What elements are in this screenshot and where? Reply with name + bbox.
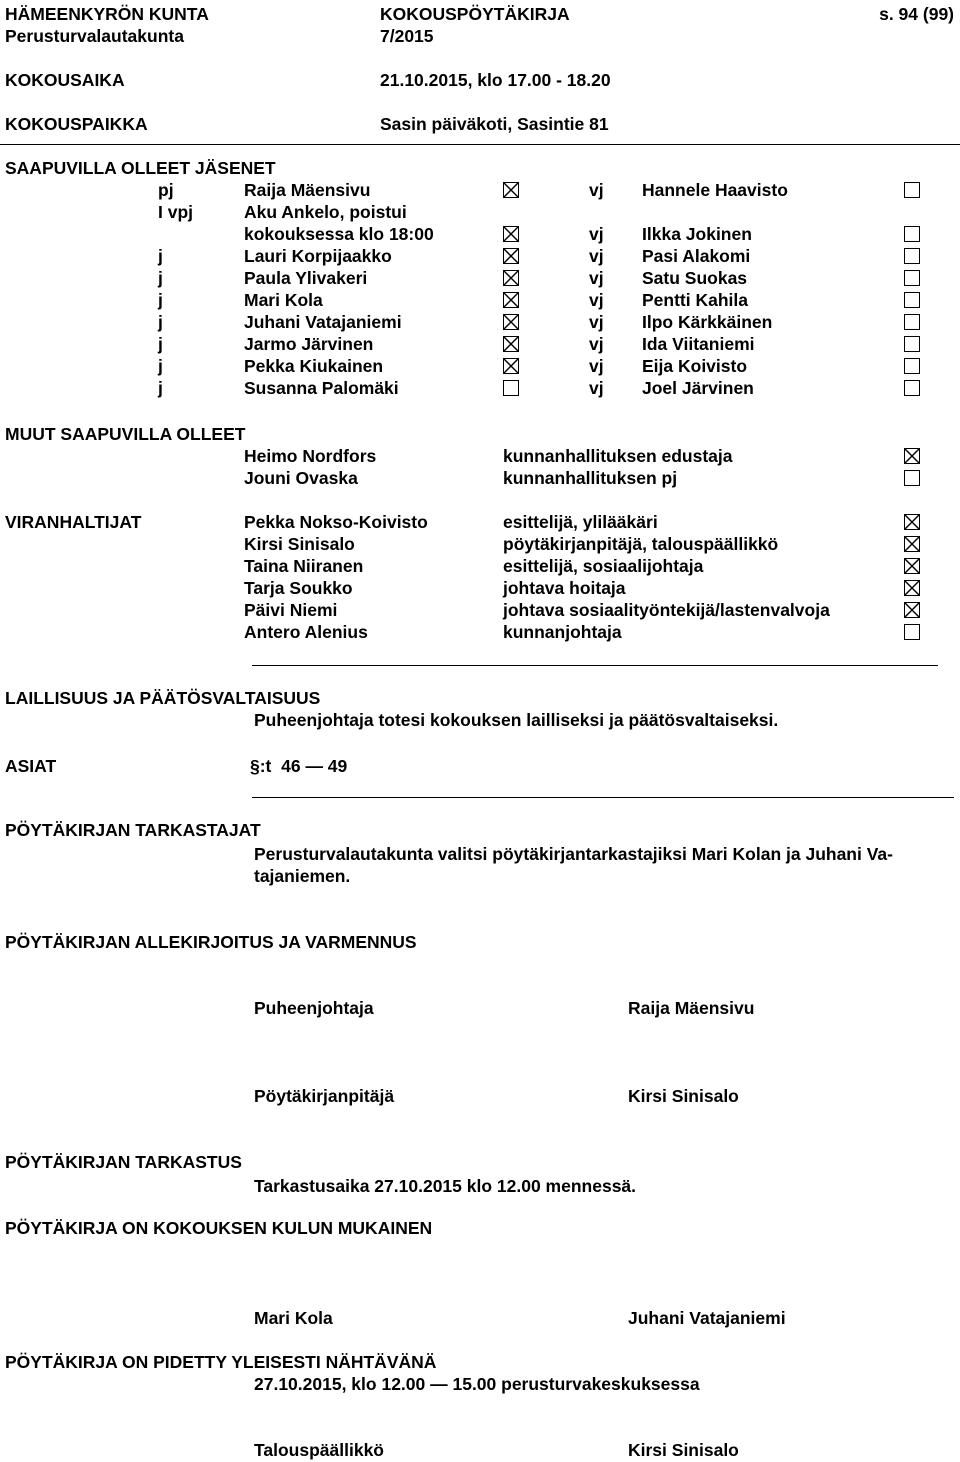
page-number: s. 94 (99)	[879, 4, 954, 24]
deputy-present-checkbox[interactable]	[904, 380, 920, 396]
official-checkbox[interactable]	[904, 602, 920, 618]
official-name: Päivi Niemi	[244, 600, 338, 620]
inspectors-heading: PÖYTÄKIRJAN TARKASTAJAT	[5, 820, 261, 840]
chair-role: Puheenjohtaja	[254, 998, 374, 1018]
official-checkbox[interactable]	[904, 624, 920, 640]
official-name: Antero Alenius	[244, 622, 368, 642]
member-name: Jarmo Järvinen	[244, 334, 374, 354]
deputy-present-checkbox[interactable]	[904, 292, 920, 308]
member-name-note: kokouksessa klo 18:00	[244, 224, 434, 244]
chair-name: Raija Mäensivu	[628, 998, 755, 1018]
deputy-role: vj	[589, 290, 604, 310]
official-checkbox[interactable]	[904, 536, 920, 552]
member-role: j	[158, 356, 163, 376]
deputy-role: vj	[589, 268, 604, 288]
deputy-name: Ilpo Kärkkäinen	[642, 312, 773, 332]
member-name: Raija Mäensivu	[244, 180, 371, 200]
member-present-checkbox[interactable]	[503, 226, 519, 242]
conformity-signer-1: Mari Kola	[254, 1308, 333, 1328]
member-present-checkbox[interactable]	[503, 358, 519, 374]
deputy-present-checkbox[interactable]	[904, 314, 920, 330]
checkmark-cross-icon	[905, 559, 919, 573]
legality-text: Puheenjohtaja totesi kokouksen lailliseksi ja päätösvaltaiseksi.	[254, 710, 779, 730]
officials-heading: VIRANHALTIJAT	[5, 512, 142, 532]
deputy-present-checkbox[interactable]	[904, 248, 920, 264]
official-title: esittelijä, sosiaalijohtaja	[503, 556, 704, 576]
municipality-name: HÄMEENKYRÖN KUNTA	[5, 4, 209, 24]
deputy-present-checkbox[interactable]	[904, 226, 920, 242]
deputy-name: Ida Viitaniemi	[642, 334, 755, 354]
checkmark-cross-icon	[905, 537, 919, 551]
member-role: j	[158, 312, 163, 332]
officials-divider	[252, 665, 938, 666]
official-checkbox[interactable]	[904, 580, 920, 596]
board-name: Perusturvalautakunta	[5, 26, 184, 46]
member-present-checkbox[interactable]	[503, 380, 519, 396]
checkmark-cross-icon	[504, 293, 518, 307]
official-checkbox[interactable]	[904, 514, 920, 530]
member-role: j	[158, 334, 163, 354]
member-role: I vpj	[158, 202, 194, 222]
public-text: 27.10.2015, klo 12.00 — 15.00 perusturvakeskuksessa	[254, 1374, 700, 1394]
checkmark-cross-icon	[504, 315, 518, 329]
deputy-present-checkbox[interactable]	[904, 358, 920, 374]
document-type: KOKOUSPÖYTÄKIRJA	[380, 4, 570, 24]
deputy-role: vj	[589, 312, 604, 332]
meeting-time-value: 21.10.2015, klo 17.00 - 18.20	[380, 70, 611, 90]
inspectors-text-line2: tajaniemen.	[254, 866, 351, 886]
document-number: 7/2015	[380, 26, 434, 46]
deputy-name: Pasi Alakomi	[642, 246, 751, 266]
other-attendee-checkbox[interactable]	[904, 470, 920, 486]
items-label: ASIAT	[5, 756, 57, 776]
deputy-role: vj	[589, 334, 604, 354]
official-name: Kirsi Sinisalo	[244, 534, 355, 554]
checkmark-cross-icon	[504, 359, 518, 373]
deputy-present-checkbox[interactable]	[904, 336, 920, 352]
deputy-name: Satu Suokas	[642, 268, 748, 288]
checkmark-cross-icon	[504, 337, 518, 351]
deputy-role: vj	[589, 246, 604, 266]
deputy-role: vj	[589, 378, 604, 398]
public-role: Talouspäällikkö	[254, 1440, 384, 1460]
deputy-role: vj	[589, 180, 604, 200]
header-divider	[0, 144, 960, 145]
official-title: esittelijä, ylilääkäri	[503, 512, 658, 532]
member-role: j	[158, 268, 163, 288]
public-name: Kirsi Sinisalo	[628, 1440, 739, 1460]
review-text: Tarkastusaika 27.10.2015 klo 12.00 mennessä.	[254, 1176, 637, 1196]
other-attendee-checkbox[interactable]	[904, 448, 920, 464]
member-role: j	[158, 246, 163, 266]
deputy-role: vj	[589, 224, 604, 244]
deputy-name: Ilkka Jokinen	[642, 224, 752, 244]
member-name: Juhani Vatajaniemi	[244, 312, 402, 332]
items-divider	[252, 797, 954, 798]
meeting-time-label: KOKOUSAIKA	[5, 70, 125, 90]
member-role: pj	[158, 180, 174, 200]
official-name: Taina Niiranen	[244, 556, 364, 576]
member-present-checkbox[interactable]	[503, 270, 519, 286]
public-heading: PÖYTÄKIRJA ON PIDETTY YLEISESTI NÄHTÄVÄNÄ	[5, 1352, 437, 1372]
checkmark-cross-icon	[905, 515, 919, 529]
checkmark-cross-icon	[504, 183, 518, 197]
member-name: Aku Ankelo, poistui	[244, 202, 407, 222]
official-title: kunnanjohtaja	[503, 622, 622, 642]
review-heading: PÖYTÄKIRJAN TARKASTUS	[5, 1152, 242, 1172]
official-title: johtava hoitaja	[503, 578, 626, 598]
member-present-checkbox[interactable]	[503, 248, 519, 264]
member-name: Pekka Kiukainen	[244, 356, 384, 376]
deputy-present-checkbox[interactable]	[904, 182, 920, 198]
official-title: pöytäkirjanpitäjä, talouspäällikkö	[503, 534, 779, 554]
deputy-name: Hannele Haavisto	[642, 180, 788, 200]
member-role: j	[158, 378, 163, 398]
deputy-name: Pentti Kahila	[642, 290, 748, 310]
other-attendee-title: kunnanhallituksen pj	[503, 468, 678, 488]
official-name: Pekka Nokso-Koivisto	[244, 512, 428, 532]
meeting-place-label: KOKOUSPAIKKA	[5, 114, 148, 134]
conformity-signer-2: Juhani Vatajaniemi	[628, 1308, 786, 1328]
checkmark-cross-icon	[504, 249, 518, 263]
secretary-role: Pöytäkirjanpitäjä	[254, 1086, 395, 1106]
deputy-role: vj	[589, 356, 604, 376]
checkmark-cross-icon	[905, 603, 919, 617]
member-name: Susanna Palomäki	[244, 378, 399, 398]
member-present-checkbox[interactable]	[503, 292, 519, 308]
secretary-name: Kirsi Sinisalo	[628, 1086, 739, 1106]
signature-heading: PÖYTÄKIRJAN ALLEKIRJOITUS JA VARMENNUS	[5, 932, 417, 952]
member-present-checkbox[interactable]	[503, 314, 519, 330]
members-heading: SAAPUVILLA OLLEET JÄSENET	[5, 158, 276, 178]
member-name: Lauri Korpijaakko	[244, 246, 392, 266]
other-attendee-name: Jouni Ovaska	[244, 468, 358, 488]
member-present-checkbox[interactable]	[503, 182, 519, 198]
others-heading: MUUT SAAPUVILLA OLLEET	[5, 424, 246, 444]
official-name: Tarja Soukko	[244, 578, 353, 598]
member-name: Mari Kola	[244, 290, 323, 310]
checkmark-cross-icon	[504, 271, 518, 285]
member-role: j	[158, 290, 163, 310]
conformity-heading: PÖYTÄKIRJA ON KOKOUKSEN KULUN MUKAINEN	[5, 1218, 433, 1238]
official-title: johtava sosiaalityöntekijä/lastenvalvoja	[503, 600, 830, 620]
deputy-name: Joel Järvinen	[642, 378, 754, 398]
items-value: §:t 46 — 49	[250, 756, 348, 776]
deputy-name: Eija Koivisto	[642, 356, 748, 376]
official-checkbox[interactable]	[904, 558, 920, 574]
meeting-place-value: Sasin päiväkoti, Sasintie 81	[380, 114, 609, 134]
other-attendee-name: Heimo Nordfors	[244, 446, 377, 466]
checkmark-cross-icon	[504, 227, 518, 241]
checkmark-cross-icon	[905, 581, 919, 595]
member-present-checkbox[interactable]	[503, 336, 519, 352]
checkmark-cross-icon	[905, 449, 919, 463]
deputy-present-checkbox[interactable]	[904, 270, 920, 286]
inspectors-text-line1: Perusturvalautakunta valitsi pöytäkirjantarkastajiksi Mari Kolan ja Juhani Va-	[254, 844, 893, 864]
member-name: Paula Ylivakeri	[244, 268, 368, 288]
other-attendee-title: kunnanhallituksen edustaja	[503, 446, 733, 466]
legality-heading: LAILLISUUS JA PÄÄTÖSVALTAISUUS	[5, 688, 321, 708]
